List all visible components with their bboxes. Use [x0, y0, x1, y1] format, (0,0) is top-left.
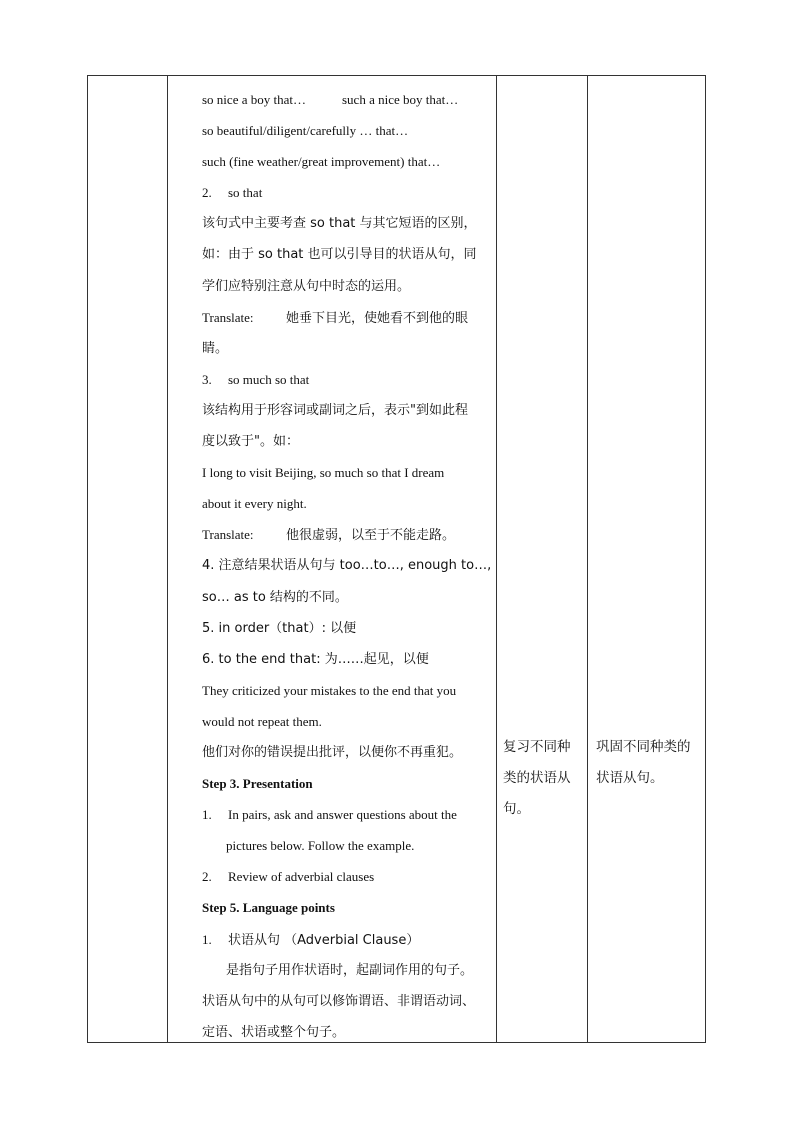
line-text: 定语、状语或整个句子。	[202, 1024, 346, 1040]
line-part: so nice a boy that…	[202, 92, 306, 107]
content-line	[202, 519, 492, 550]
line-text: 度以致于"。如：	[202, 434, 299, 450]
content-line	[202, 613, 492, 644]
content-line	[202, 706, 492, 737]
content-line	[202, 395, 492, 426]
line-part: 他很虚弱，以至于不能走路。	[286, 528, 456, 544]
line-text: would not repeat them.	[202, 713, 322, 729]
content-line	[202, 768, 492, 799]
content-line	[202, 737, 492, 768]
line-text: Review of adverbial clauses	[228, 869, 375, 885]
content-line	[202, 550, 492, 581]
line-text: so much so that	[228, 371, 310, 387]
lesson-table	[87, 75, 706, 1043]
column-divider	[167, 76, 168, 1042]
line-text: 学们应特别注意从句中时态的运用。	[202, 278, 411, 294]
content-line	[202, 1017, 492, 1048]
content-line	[202, 239, 492, 270]
line-text: 状语从句中的从句可以修饰谓语、非谓语动词、	[202, 993, 476, 1009]
line-text: 5. in order（that）: 以便	[202, 620, 357, 636]
content-line	[202, 488, 492, 519]
line-text: such (fine weather/great improvement) that…	[202, 154, 441, 170]
content-line	[202, 986, 492, 1017]
content-line	[202, 208, 492, 239]
content-line	[202, 675, 492, 706]
content-line	[202, 115, 492, 146]
content-line	[202, 146, 492, 177]
line-text: so that	[228, 185, 263, 201]
content-line	[202, 799, 492, 830]
content-line	[202, 177, 492, 208]
purpose-line: 状语从句。	[596, 770, 664, 786]
content-line	[202, 364, 492, 395]
list-number: 1.	[202, 931, 212, 947]
line-text: 该结构用于形容词或副词之后，表示"到如此程	[202, 402, 468, 418]
content-line	[202, 861, 492, 892]
line-text: In pairs, ask and answer questions about the	[228, 807, 457, 823]
line-text: 6. to the end that: 为……起见，以便	[202, 651, 429, 667]
activity-line: 类的状语从	[503, 770, 571, 786]
content-line	[202, 644, 492, 675]
line-part: Translate:	[202, 527, 254, 543]
line-text: pictures below. Follow the example.	[226, 838, 415, 854]
column-divider	[496, 76, 497, 1042]
line-text: 他们对你的错误提出批评，以便你不再重犯。	[202, 744, 463, 760]
purpose-column	[596, 732, 706, 794]
content-line	[202, 457, 492, 488]
purpose-line: 巩固不同种类的	[596, 739, 691, 755]
activity-line: 句。	[503, 801, 530, 817]
column-divider	[587, 76, 588, 1042]
activity-line: 复习不同种	[503, 739, 571, 755]
line-text: so beautiful/diligent/carefully … that…	[202, 123, 409, 139]
line-text: about it every night.	[202, 496, 307, 512]
line-text: I long to visit Beijing, so much so that I dream	[202, 465, 445, 481]
line-text: 状语从句 （Adverbial Clause）	[228, 932, 420, 948]
line-text: 是指句子用作状语时，起副词作用的句子。	[226, 962, 474, 978]
content-line	[202, 302, 492, 333]
line-part: Translate:	[202, 309, 254, 325]
content-line	[202, 892, 492, 923]
line-text: Step 3. Presentation	[202, 776, 313, 792]
content-line	[202, 426, 492, 457]
line-text: 该句式中主要考查 so that 与其它短语的区别，	[202, 216, 477, 232]
line-text: 睛。	[202, 340, 229, 356]
line-part: such a nice boy that…	[342, 92, 459, 107]
line-text: 如：由于 so that 也可以引导目的状语从句，同	[202, 247, 477, 263]
line-part: 她垂下目光，使她看不到他的眼	[286, 310, 469, 326]
list-number: 3.	[202, 371, 212, 387]
content-line	[202, 924, 492, 955]
list-number: 2.	[202, 869, 212, 885]
content-line	[202, 333, 492, 364]
line-text: They criticized your mistakes to the end that you	[202, 682, 457, 698]
content-line	[202, 955, 492, 986]
line-text: Step 5. Language points	[202, 900, 335, 916]
line-text: 4. 注意结果状语从句与 too…to…, enough to…,	[202, 558, 492, 574]
content-line	[202, 271, 492, 302]
content-line	[202, 84, 492, 115]
list-number: 2.	[202, 185, 212, 201]
list-number: 1.	[202, 807, 212, 823]
line-text: so… as to 结构的不同。	[202, 589, 348, 605]
teaching-content	[202, 84, 492, 1048]
content-line	[202, 582, 492, 613]
activity-column	[503, 732, 589, 825]
content-line	[202, 830, 492, 861]
